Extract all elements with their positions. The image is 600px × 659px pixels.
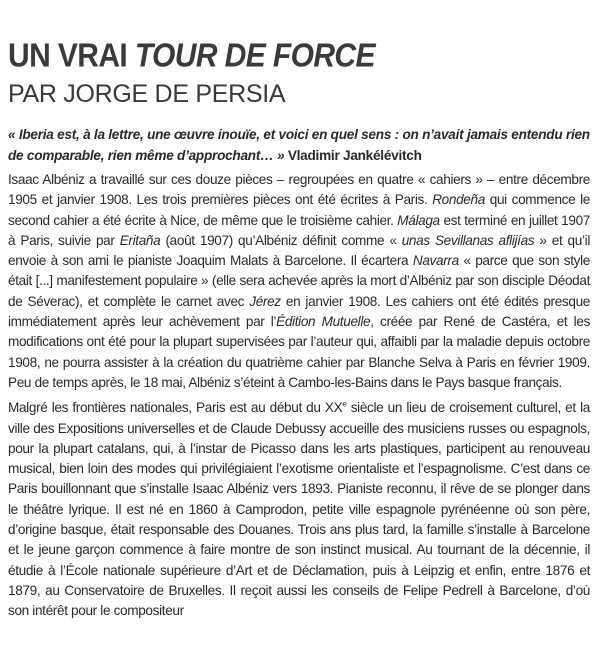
quote-author: Vladimir Jankélévitch: [287, 148, 422, 163]
paragraph-2: [8, 398, 590, 621]
p1-title-malaga: Málaga: [397, 212, 440, 228]
p1-title-rondena: Rondeña: [432, 192, 485, 208]
p1-publisher: Édition Mutuelle: [276, 314, 371, 330]
p2-text-1: Malgré les frontières nationales, Paris est au début du XX: [8, 400, 343, 416]
quote-text: « Iberia est, à la lettre, une œuvre inouïe, et voici en quel sens : on n’avait jamais entendu rien de comparable, rien même d’approchant… »: [8, 127, 590, 163]
p1-text-2: qui commence le second cahier a été écrite à Nice, de même que le troisième cahier.: [8, 192, 590, 228]
p1-title-eritana: Eritaña: [119, 232, 161, 248]
p1-text-4: (août 1907) qu’Albéniz définit comme «: [160, 232, 402, 248]
article-body: [8, 170, 590, 627]
p2-text-2: siècle un lieu de croisement culturel, et la ville des Expositions universelles et de Claude Debussy accueille des musiciens russes ou espagnols, pour la plupart catalans, qui, à l’instar de Picasso dans les arts plastiques, participent au renouveau musical, bien loin des modes qui privilégiaient l’exotisme orientaliste et l’espagnolisme. C’est dans ce Paris bouillonnant que s’installe Isaac Albéniz vers 1893. Pianiste reconnu, il rêve de se plonger dans le théâtre lyrique. Il est né en 1860 à Camprodon, petite ville espagnole pyrénéenne où son père, d’origine basque, était responsable des Douanes. Trois ans plus tard, la famille s’installe à Barcelone et le jeune garçon commence à faire montre de son instinct musical. Au tournant de la décennie, il étudie à l’École nationale supérieure d’Art et de Déclamation, puis à Leipzig et enfin, entre 1876 et 1879, au Conservatoire de Bruxelles. Il reçoit aussi les conseils de Felipe Pedrell à Barcelone, d’où son intérêt pour le compositeur: [8, 400, 590, 619]
p1-text-7: en janvier 1908. Les cahiers ont été édités presque immédiatement après leur achèvement par l’: [8, 293, 591, 330]
title-emphasis: TOUR DE FORCE: [134, 38, 375, 75]
p1-text-6: « parce que son style était [...] manifestement populaire » (elle sera achevée après la mort d’Albéniz par son disciple Déodat de Séverac), et complète le carnet avec: [8, 253, 590, 309]
p1-text-1: Isaac Albéniz a travaillé sur ces douze pièces – regroupées en quatre « cahiers » – entre décembre 1905 et janvier 1908. Les trois premières pièces ont été écrites à Paris.: [8, 172, 590, 208]
p1-quote-sevillanas: unas Sevillanas aflijías: [401, 232, 535, 248]
paragraph-1: [8, 170, 590, 393]
p1-text-3: est terminé en juillet 1907 à Paris, suivie par: [8, 212, 591, 248]
article-title: [8, 38, 375, 75]
p1-text-5: » et qu’il envoie à son ami le pianiste Joaquim Malats à Barcelone. Il écartera: [8, 232, 590, 269]
p1-text-8: , créée par René de Castéra, et les modifications ont été pour la plupart supervisées par l’auteur qui, affaibli par la maladie depuis octobre 1908, ne pourra assister à la création du quatrième cahier par Blanche Selva à Paris en février 1909. Peu de temps après, le 18 mai, Albéniz s’éteint à Cambo-les-Bains dans le Pays basque français.: [8, 314, 591, 390]
article-byline: PAR JORGE DE PERSIA: [8, 80, 286, 108]
title-prefix: UN VRAI: [8, 38, 135, 75]
p2-superscript: e: [342, 399, 347, 409]
p1-title-jerez: Jérez: [249, 293, 281, 309]
p1-title-navarra: Navarra: [412, 253, 459, 269]
epigraph-quote: [8, 124, 590, 166]
